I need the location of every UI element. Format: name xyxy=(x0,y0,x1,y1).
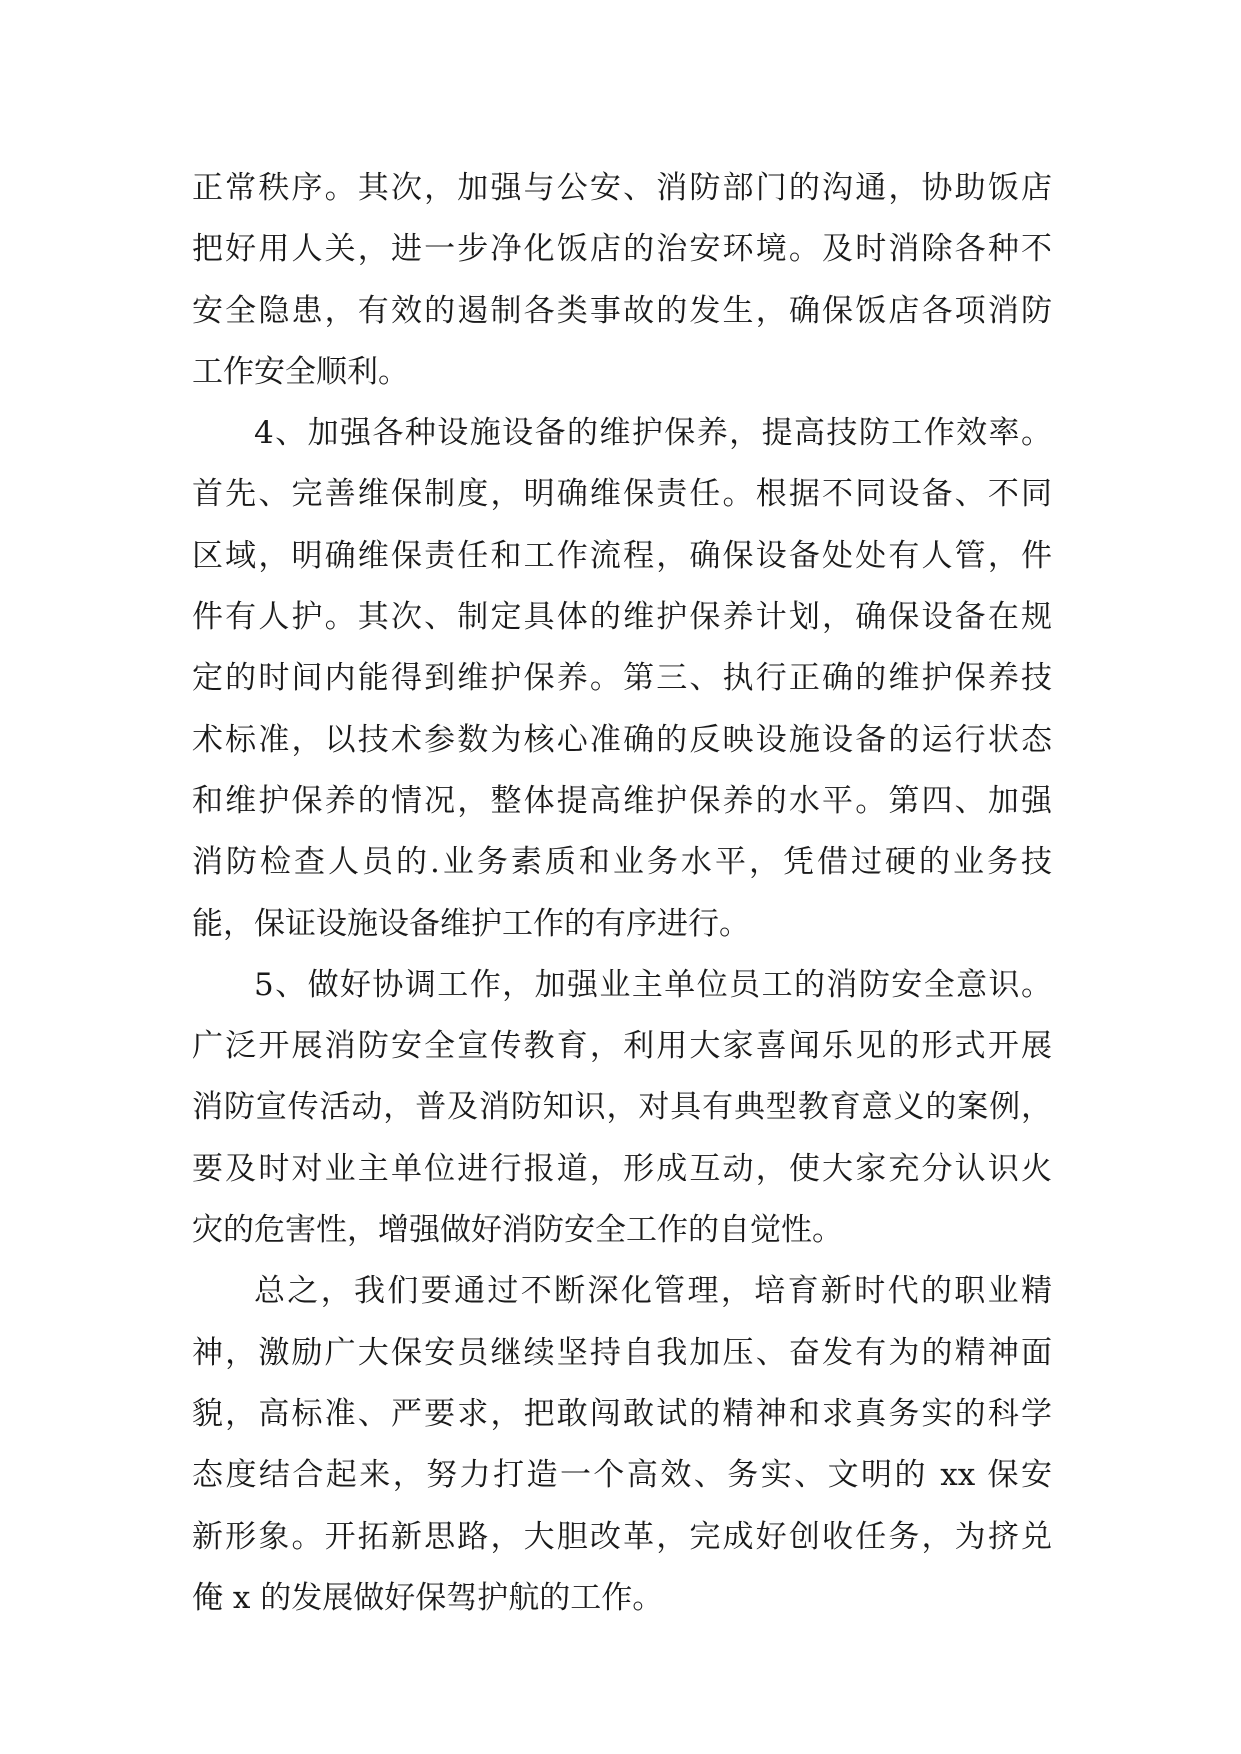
text-line: 件有人护。其次、制定具体的维护保养计划，确保设备在规 xyxy=(192,599,1052,636)
text-line: 广泛开展消防安全宣传教育，利用大家喜闻乐见的形式开展 xyxy=(192,1028,1052,1065)
text-line: 正常秩序。其次，加强与公安、消防部门的沟通，协助饭店 xyxy=(192,170,1052,206)
text-line: 态度结合起来，努力打造一个高效、务实、文明的 xx 保安 xyxy=(192,1457,1052,1494)
text-line: 消防检查人员的.业务素质和业务水平，凭借过硬的业务技 xyxy=(192,844,1052,881)
body-text xyxy=(192,158,1052,1629)
text-line: 定的时间内能得到维护保养。第三、执行正确的维护保养技 xyxy=(192,660,1052,697)
text-line: 能，保证设施设备维护工作的有序进行。 xyxy=(192,905,750,942)
text-line: 首先、完善维保制度，明确维保责任。根据不同设备、不同 xyxy=(192,476,1052,513)
text-line: 貌，高标准、严要求，把敢闯敢试的精神和求真务实的科学 xyxy=(192,1395,1052,1432)
text-line: 工作安全顺利。 xyxy=(192,353,409,390)
text-line: 把好用人关，进一步净化饭店的治安环境。及时消除各种不 xyxy=(192,231,1052,268)
text-line: 安全隐患，有效的遏制各类事故的发生，确保饭店各项消防 xyxy=(192,292,1052,329)
text-line: 5、做好协调工作，加强业主单位员工的消防安全意识。 xyxy=(254,966,1052,1003)
text-line: 和维护保养的情况，整体提高维护保养的水平。第四、加强 xyxy=(192,782,1052,819)
text-line: 神，激励广大保安员继续坚持自我加压、奋发有为的精神面 xyxy=(192,1334,1052,1371)
text-line: 灾的危害性，增强做好消防安全工作的自觉性。 xyxy=(192,1212,843,1249)
text-line: 区域，明确维保责任和工作流程，确保设备处处有人管，件 xyxy=(192,537,1052,574)
text-line: 俺 x 的发展做好保驾护航的工作。 xyxy=(192,1579,664,1616)
text-line: 要及时对业主单位进行报道，形成互动，使大家充分认识火 xyxy=(192,1150,1052,1187)
text-line: 消防宣传活动，普及消防知识，对具有典型教育意义的案例， xyxy=(192,1089,1052,1126)
text-line: 术标准，以技术参数为核心准确的反映设施设备的运行状态 xyxy=(192,721,1052,758)
text-line: 新形象。开拓新思路，大胆改革，完成好创收任务，为挤兑 xyxy=(192,1518,1052,1555)
text-line: 4、加强各种设施设备的维护保养，提高技防工作效率。 xyxy=(254,415,1052,452)
text-line: 总之，我们要通过不断深化管理，培育新时代的职业精 xyxy=(254,1273,1052,1310)
